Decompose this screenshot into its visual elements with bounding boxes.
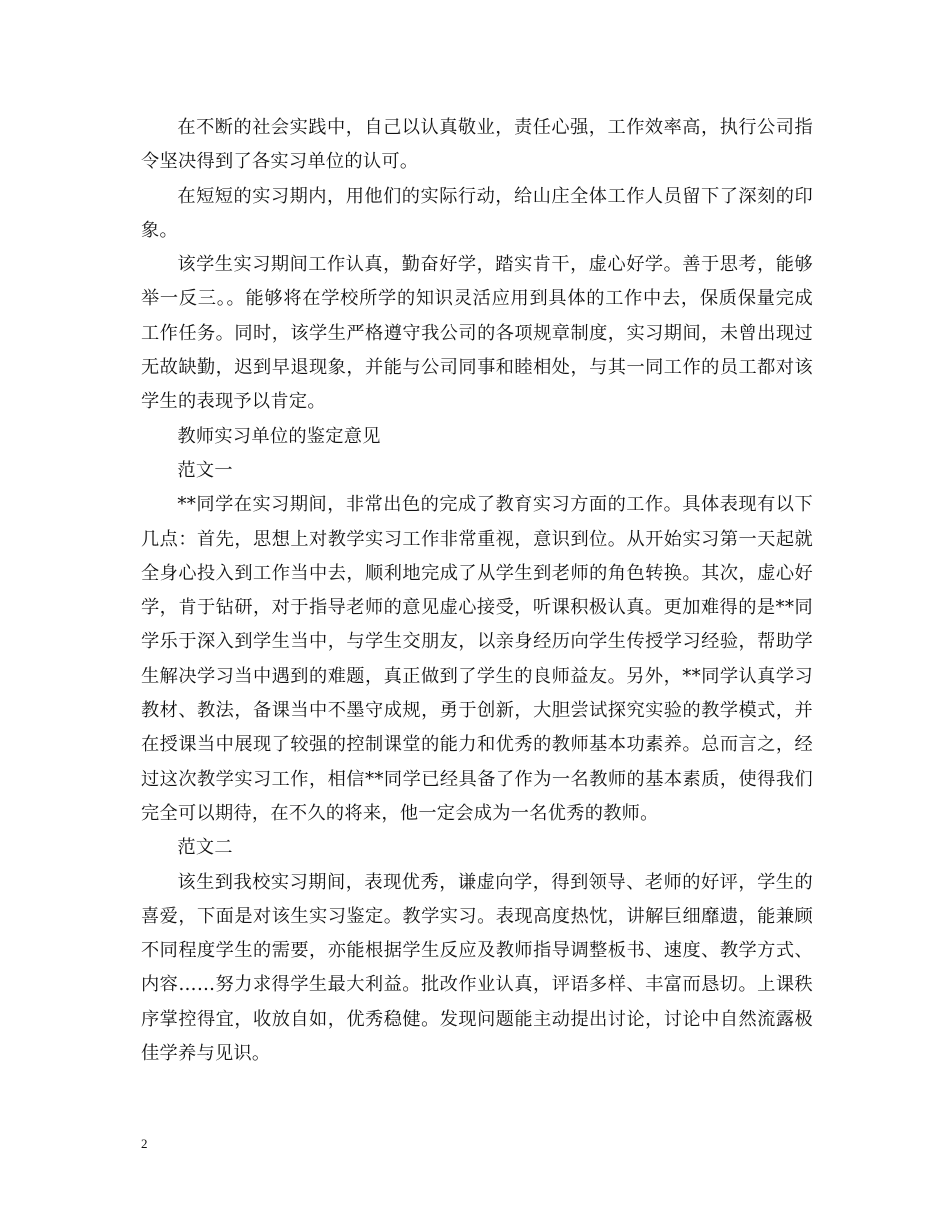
paragraph-student-evaluation: 该学生实习期间工作认真，勤奋好学，踏实肯干，虚心好学。善于思考，能够举一反三。。能够将在学校所学的知识灵活应用到具体的工作中去，保质保量完成工作任务。同时，该学生严格遵守我公司的各项规章制度，实习期间，未曾出现过无故缺勤，迟到早退现象，并能与公司同事和睦相处，与其一同工作的员工都对该学生的表现予以肯定。 bbox=[141, 254, 813, 413]
paragraph-short-internship: 在短短的实习期内，用他们的实际行动，给山庄全体工作人员留下了深刻的印象。 bbox=[141, 185, 813, 241]
sample-heading-two: 范文二 bbox=[177, 837, 233, 859]
page-number: 2 bbox=[141, 1136, 148, 1151]
document-body bbox=[141, 111, 813, 1071]
section-heading-teacher-appraisal: 教师实习单位的鉴定意见 bbox=[177, 425, 381, 447]
paragraph-sample-one: **同学在实习期间，非常出色的完成了教育实习方面的工作。具体表现有以下几点：首先，思想上对教学实习工作非常重视，意识到位。从开始实习第一天起就全身心投入到工作当中去，顺利地完成了从学生到老师的角色转换。其次，虚心好学，肯于钻研，对于指导老师的意见虚心接受，听课积极认真。更加难得的是**同学乐于深入到学生当中，与学生交朋友，以亲身经历向学生传授学习经验，帮助学生解决学习当中遇到的难题，真正做到了学生的良师益友。另外，**同学认真学习教材、教法，备课当中不墨守成规，勇于创新，大胆尝试探究实验的教学模式，并在授课当中展现了较强的控制课堂的能力和优秀的教师基本功素养。总而言之，经过这次教学实习工作，相信**同学已经具备了作为一名教师的基本素质，使得我们完全可以期待，在不久的将来，他一定会成为一名优秀的教师。 bbox=[141, 494, 813, 824]
paragraph-practice-recognition: 在不断的社会实践中，自己以认真敬业，责任心强，工作效率高，执行公司指令坚决得到了各实习单位的认可。 bbox=[141, 117, 813, 173]
paragraph-sample-two: 该生到我校实习期间，表现优秀，谦虚向学，得到领导、老师的好评，学生的喜爱，下面是对该生实习鉴定。教学实习。表现高度热忱，讲解巨细靡遗，能兼顾不同程度学生的需要，亦能根据学生反应及教师指导调整板书、速度、教学方式、内容……努力求得学生最大利益。批改作业认真，评语多样、丰富而恳切。上课秩序掌控得宜，收放自如，优秀稳健。发现问题能主动提出讨论，讨论中自然流露极佳学养与见识。 bbox=[141, 871, 813, 1065]
sample-heading-one: 范文一 bbox=[177, 459, 233, 481]
